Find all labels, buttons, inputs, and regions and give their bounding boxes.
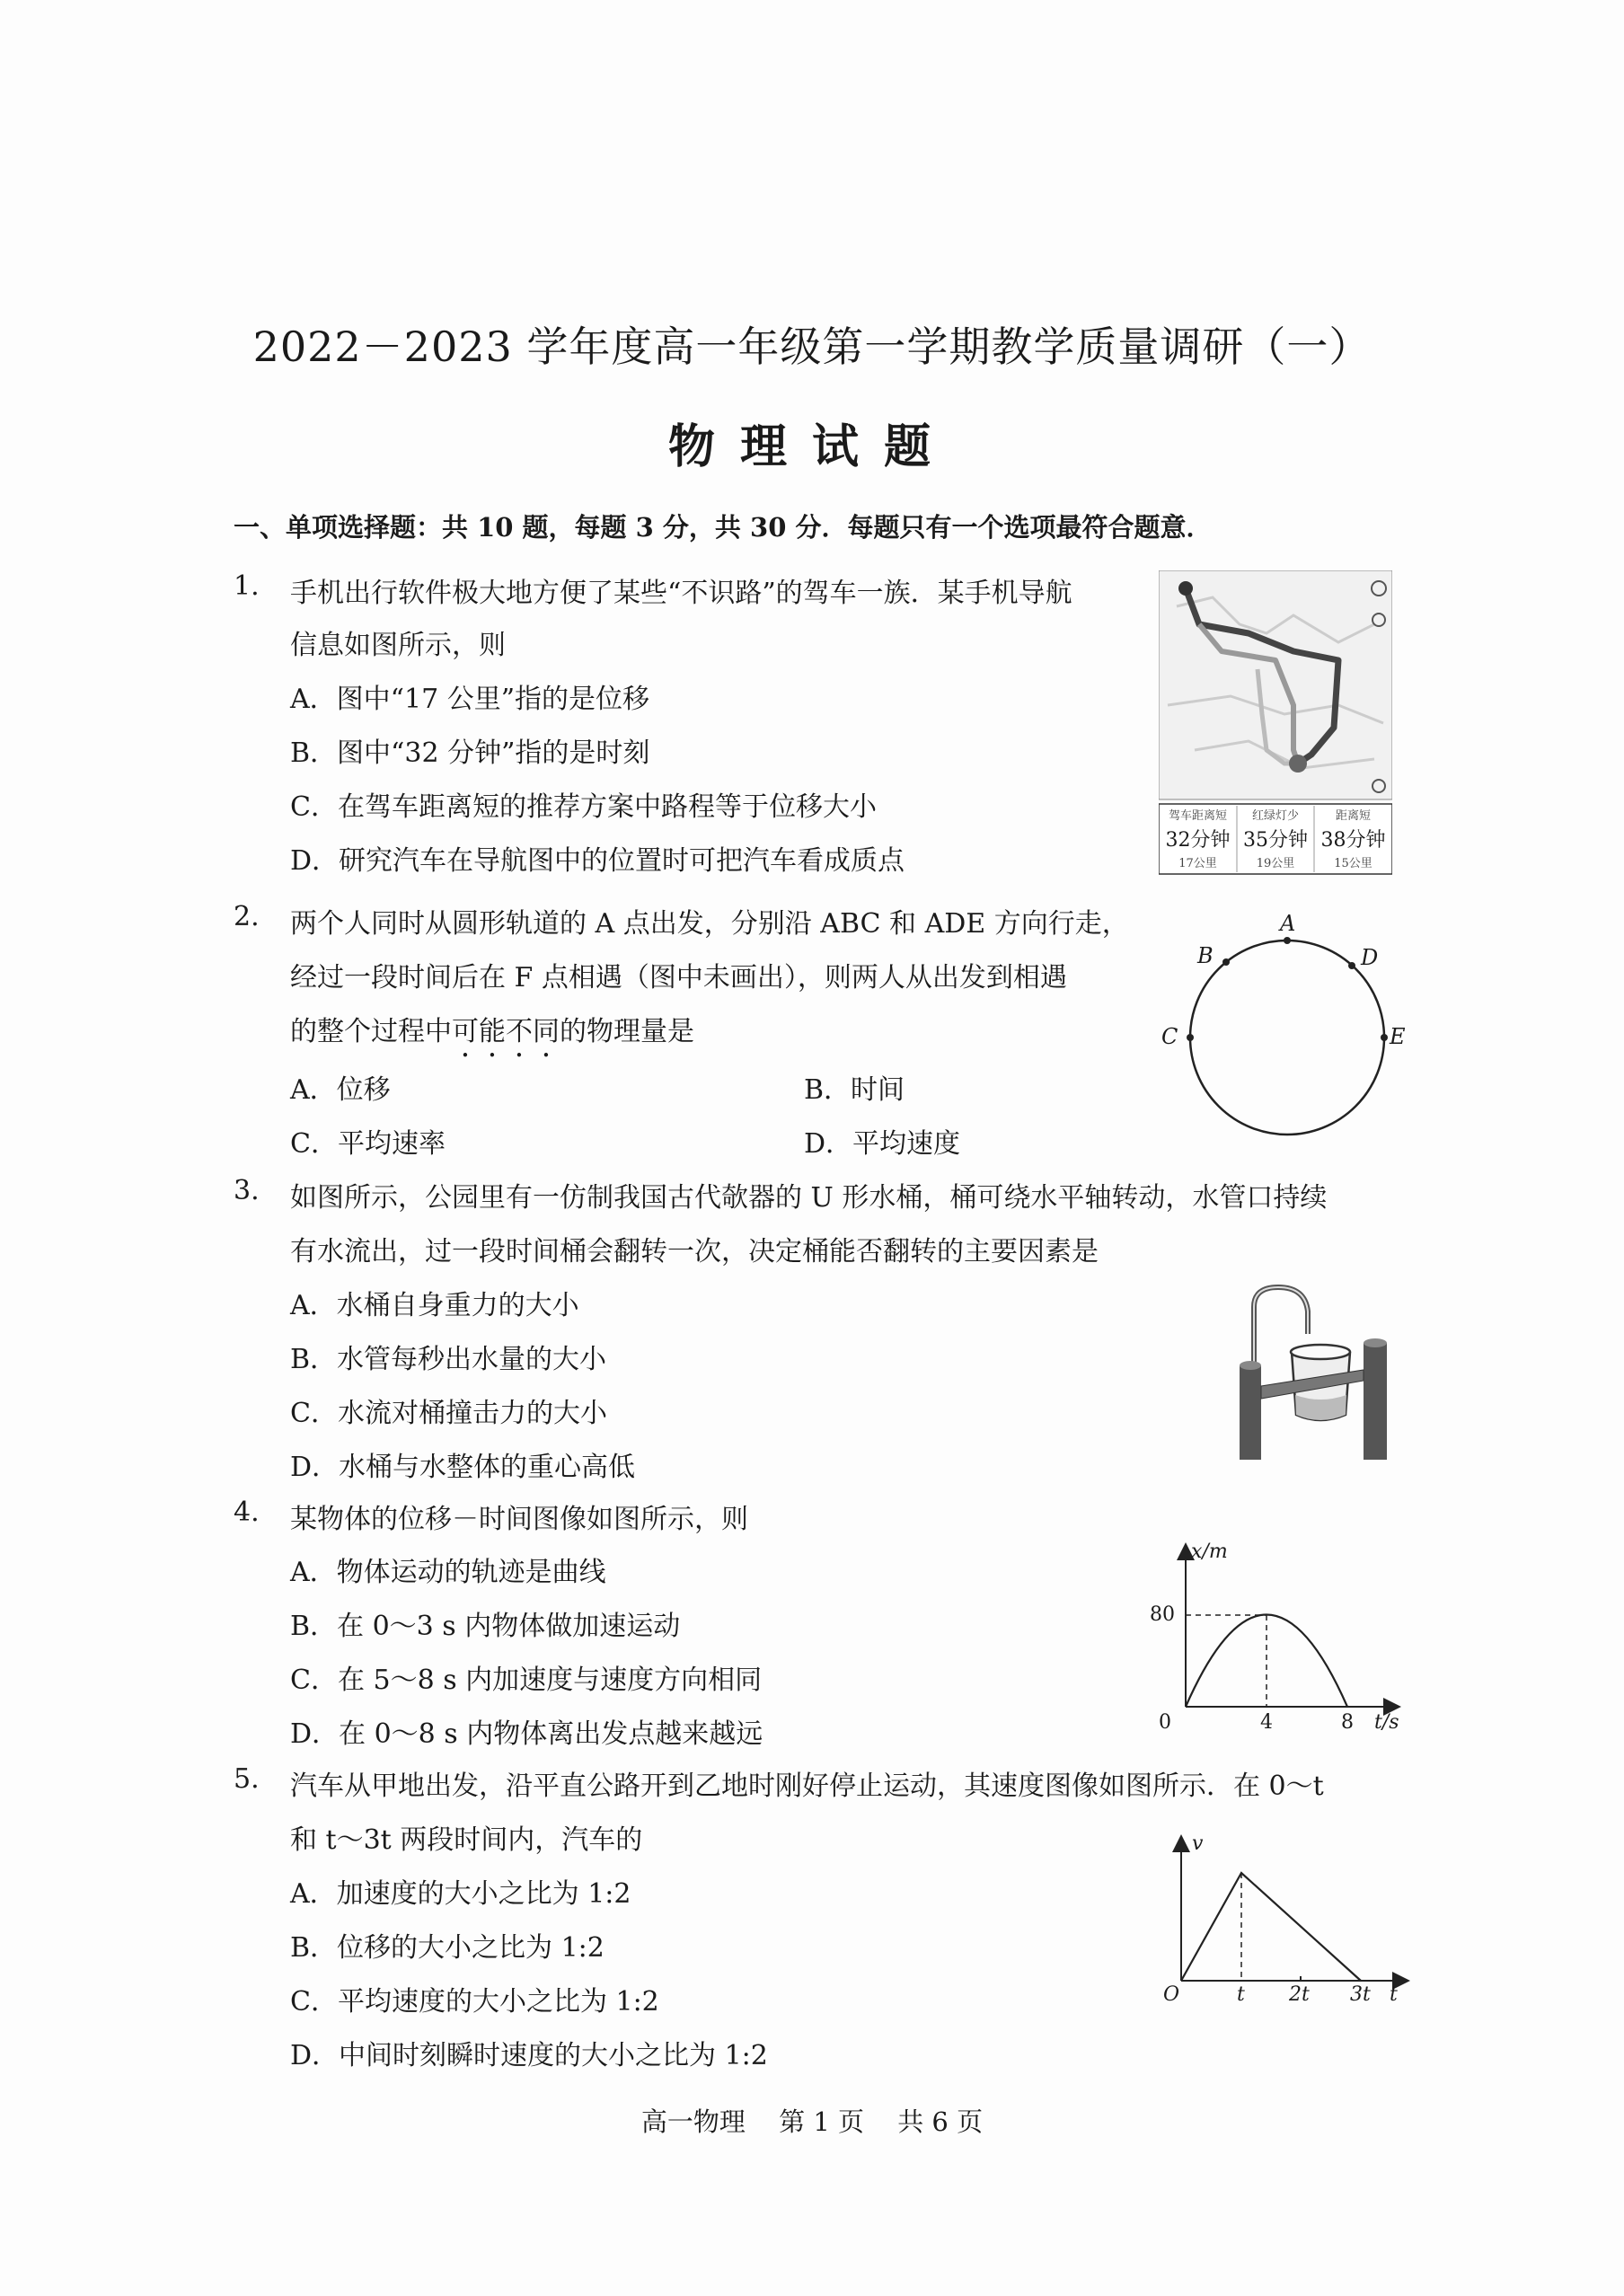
route-3-time: 38分钟 bbox=[1320, 829, 1386, 852]
question-number: 4. bbox=[234, 1497, 260, 1528]
option-c: C．平均速率 bbox=[290, 1128, 446, 1160]
option-a: A．水桶自身重力的大小 bbox=[290, 1290, 579, 1321]
question-number: 5. bbox=[234, 1763, 260, 1795]
point-label-c: C bbox=[1161, 1024, 1178, 1049]
footer-page: 第 1 页 bbox=[779, 2106, 864, 2137]
route-3-label: 距离短 bbox=[1335, 809, 1371, 823]
page-title: 2022－2023 学年度高一年级第一学期教学质量调研（一） bbox=[252, 322, 1372, 371]
route-2-time: 35分钟 bbox=[1243, 829, 1308, 852]
question-stem: 手机出行软件极大地方便了某些“不识路”的驾车一族．某手机导航 bbox=[290, 578, 1072, 609]
option-d: D．研究汽车在导航图中的位置时可把汽车看成质点 bbox=[290, 845, 905, 877]
displacement-time-graph bbox=[1150, 1541, 1410, 1738]
y-axis-label: v bbox=[1192, 1832, 1204, 1855]
option-d: D．在 0～8 s 内物体离出发点越来越远 bbox=[290, 1718, 763, 1750]
navigation-map-figure bbox=[1159, 570, 1392, 876]
x-tick-2t: 2t bbox=[1289, 1983, 1310, 2006]
x-tick-3t: 3t bbox=[1350, 1983, 1371, 2006]
question-stem: 和 t～3t 两段时间内，汽车的 bbox=[290, 1824, 643, 1856]
page-footer bbox=[0, 2102, 1624, 2139]
origin-label: O bbox=[1163, 1983, 1180, 2006]
point-label-b: B bbox=[1197, 943, 1214, 968]
question-number: 1. bbox=[234, 570, 260, 602]
route-3-distance: 15公里 bbox=[1334, 857, 1372, 870]
question-number: 2. bbox=[234, 901, 260, 932]
question-stem: 信息如图所示，则 bbox=[290, 630, 506, 661]
x-tick-4: 4 bbox=[1260, 1711, 1273, 1734]
question-stem: 如图所示，公园里有一仿制我国古代欹器的 U 形水桶，桶可绕水平轴转动，水管口持续 bbox=[290, 1182, 1328, 1214]
question-stem: 有水流出，过一段时间桶会翻转一次，决定桶能否翻转的主要因素是 bbox=[290, 1236, 1099, 1267]
option-b: B．时间 bbox=[804, 1074, 905, 1106]
x-axis-label: t/s bbox=[1374, 1711, 1399, 1734]
point-label-a: A bbox=[1280, 911, 1296, 936]
page-subtitle: 物理试题 bbox=[667, 419, 956, 474]
question-stem: 的整个过程中可能不同的物理量是 bbox=[290, 1016, 694, 1047]
question-stem: 某物体的位移－时间图像如图所示，则 bbox=[290, 1504, 748, 1535]
option-b: B．水管每秒出水量的大小 bbox=[290, 1344, 607, 1375]
route-2-label: 红绿灯少 bbox=[1251, 809, 1299, 823]
option-a: A．物体运动的轨迹是曲线 bbox=[290, 1557, 606, 1588]
option-a: A．加速度的大小之比为 1:2 bbox=[290, 1878, 631, 1910]
question-stem: 经过一段时间后在 F 点相遇（图中未画出），则两人从出发到相遇 bbox=[290, 962, 1067, 993]
route-1-label: 驾车距离短 bbox=[1168, 809, 1227, 823]
option-d: D．平均速度 bbox=[804, 1128, 961, 1160]
route-1-time: 32分钟 bbox=[1165, 829, 1231, 852]
route-2-distance: 19公里 bbox=[1256, 857, 1295, 870]
option-a: A．位移 bbox=[290, 1074, 391, 1106]
circle-track-figure bbox=[1161, 911, 1406, 1150]
option-b: B．位移的大小之比为 1:2 bbox=[290, 1932, 605, 1964]
option-a: A．图中“17 公里”指的是位移 bbox=[290, 684, 650, 715]
x-axis-label: t bbox=[1390, 1983, 1398, 2006]
option-c: C．在 5～8 s 内加速度与速度方向相同 bbox=[290, 1665, 763, 1696]
x-tick-t: t bbox=[1237, 1983, 1245, 2006]
option-c: C．水流对桶撞击力的大小 bbox=[290, 1398, 607, 1429]
footer-subject: 高一物理 bbox=[640, 2106, 746, 2137]
point-label-d: D bbox=[1361, 945, 1379, 970]
option-b: B．图中“32 分钟”指的是时刻 bbox=[290, 737, 650, 769]
question-stem: 汽车从甲地出发，沿平直公路开到乙地时刚好停止运动，其速度图像如图所示．在 0～t bbox=[290, 1771, 1324, 1802]
water-bucket-figure bbox=[1229, 1280, 1399, 1460]
option-c: C．在驾车距离短的推荐方案中路程等于位移大小 bbox=[290, 791, 877, 823]
point-label-e: E bbox=[1390, 1024, 1406, 1049]
option-b: B．在 0～3 s 内物体做加速运动 bbox=[290, 1611, 681, 1642]
origin-label: 0 bbox=[1159, 1711, 1171, 1734]
y-axis-label: x/m bbox=[1191, 1541, 1228, 1563]
x-tick-8: 8 bbox=[1341, 1711, 1354, 1734]
question-stem: 两个人同时从圆形轨道的 A 点出发，分别沿 ABC 和 ADE 方向行走， bbox=[290, 908, 1129, 940]
option-d: D．水桶与水整体的重心高低 bbox=[290, 1452, 636, 1483]
question-number: 3. bbox=[234, 1175, 260, 1206]
option-c: C．平均速度的大小之比为 1:2 bbox=[290, 1986, 659, 2018]
route-1-distance: 17公里 bbox=[1178, 857, 1217, 870]
velocity-time-graph bbox=[1154, 1832, 1415, 2012]
option-d: D．中间时刻瞬时速度的大小之比为 1:2 bbox=[290, 2040, 768, 2071]
section-heading: 一、单项选择题：共 10 题，每题 3 分，共 30 分．每题只有一个选项最符合题意． bbox=[234, 512, 1213, 543]
y-tick-80: 80 bbox=[1150, 1603, 1175, 1626]
footer-total: 共 6 页 bbox=[897, 2106, 984, 2137]
